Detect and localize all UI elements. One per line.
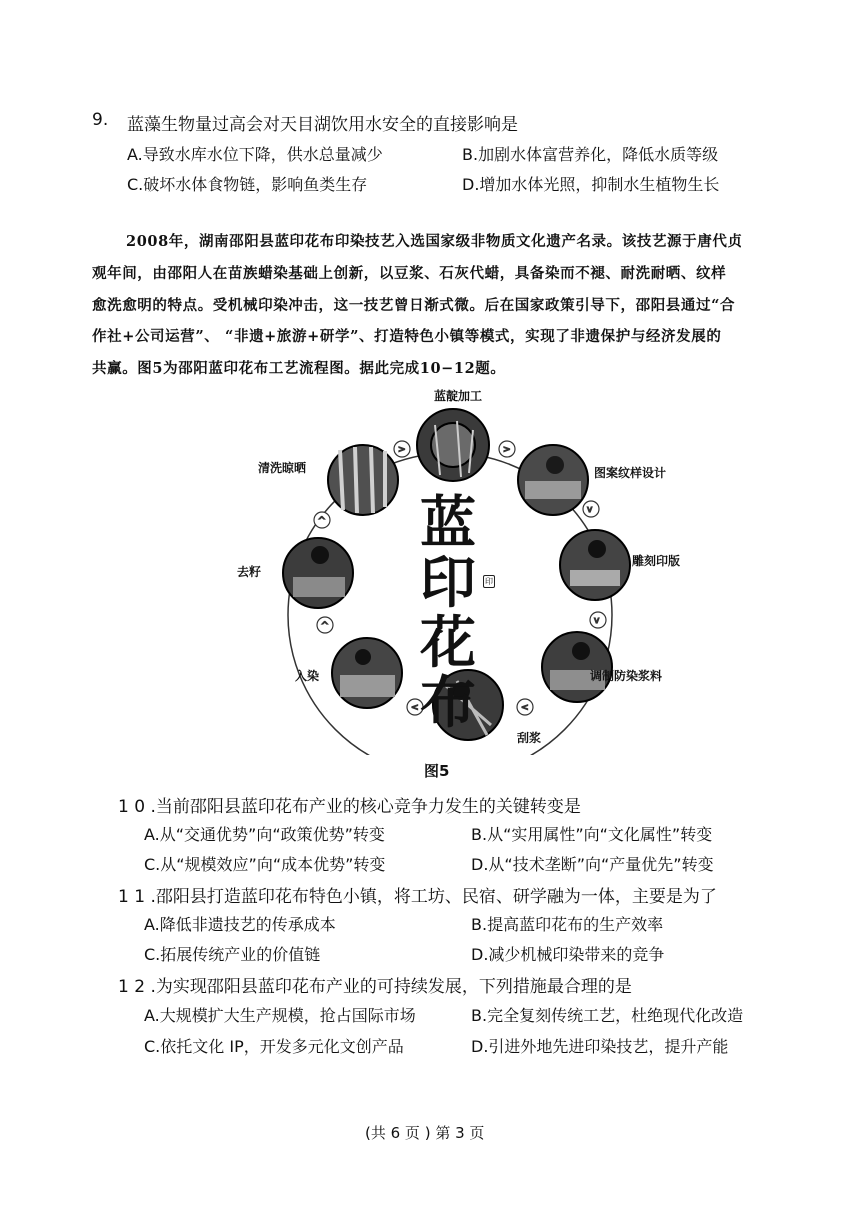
step-photo-icon	[518, 445, 588, 515]
title-char: 印	[420, 550, 476, 616]
step-photo-icon	[332, 638, 402, 708]
option-c: C.拓展传统产业的价值链	[144, 945, 321, 964]
option-b: B.加剧水体富营养化，降低水质等级	[462, 145, 719, 164]
question-stem: 1 1 .邵阳县打造蓝印花布特色小镇，将工坊、民宿、研学融为一体，主要是为了	[118, 887, 717, 907]
svg-text:<: <	[411, 703, 419, 713]
title-char: 蓝	[420, 490, 476, 556]
figure-center-title	[413, 490, 483, 736]
page-footer: (共 6 页 ) 第 3 页	[365, 1124, 485, 1142]
step-label: 刮浆	[517, 731, 542, 745]
option-a: A.从“交通优势”向“政策优势”转变	[144, 825, 385, 844]
option-a: A.降低非遗技艺的传承成本	[144, 915, 336, 934]
arrow-marker-icon	[590, 612, 606, 628]
step-photo-icon	[560, 530, 630, 600]
svg-text:>: >	[398, 445, 406, 455]
question-stem: 1 0 .当前邵阳县蓝印花布产业的核心竞争力发生的关键转变是	[118, 797, 581, 817]
passage-line: 作社+公司运营”、 “非遗+旅游+研学”、打造特色小镇等模式，实现了非遗保护与经济发展的	[92, 328, 722, 345]
option-c: C.破坏水体食物链，影响鱼类生存	[127, 175, 368, 194]
svg-text:<: <	[521, 703, 529, 713]
question-stem: 蓝藻生物量过高会对天目湖饮用水安全的直接影响是	[127, 115, 518, 135]
svg-text:v: v	[587, 505, 593, 515]
step-label: 去籽	[237, 565, 262, 579]
arrow-marker-icon	[499, 441, 515, 457]
step-photo-icon	[283, 538, 353, 608]
svg-text:^: ^	[321, 621, 329, 631]
step-label: 调制防染浆料	[590, 669, 663, 683]
step-label: 蓝靛加工	[434, 389, 483, 403]
arrow-marker-icon	[583, 501, 599, 517]
option-d: D.增加水体光照，抑制水生植物生长	[462, 175, 720, 194]
option-b: B.从“实用属性”向“文化属性”转变	[471, 825, 713, 844]
arrow-marker-icon	[517, 699, 533, 715]
option-d: D.从“技术垄断”向“产量优先”转变	[471, 855, 714, 874]
figure-caption: 图5	[424, 762, 450, 780]
title-char: 花	[420, 610, 476, 676]
option-a: A.导致水库水位下降，供水总量减少	[127, 145, 383, 164]
step-label: 雕刻印版	[632, 554, 681, 568]
svg-text:v: v	[594, 616, 600, 626]
svg-text:^: ^	[318, 516, 326, 526]
option-a: A.大规模扩大生产规模，抢占国际市场	[144, 1006, 416, 1025]
passage-line: 2008年，湖南邵阳县蓝印花布印染技艺入选国家级非物质文化遗产名录。该技艺源于唐代贞	[126, 233, 743, 250]
option-d: D.减少机械印染带来的竞争	[471, 945, 665, 964]
option-b: B.完全复刻传统工艺，杜绝现代化改造	[471, 1006, 744, 1025]
seal-stamp-icon: 印	[485, 577, 493, 586]
question-number: 9.	[92, 110, 109, 130]
passage-line: 观年间，由邵阳人在苗族蜡染基础上创新，以豆浆、石灰代蜡，具备染而不褪、耐洗耐晒、纹样	[92, 265, 727, 282]
step-photo-icon	[417, 409, 489, 481]
arrow-marker-icon	[394, 441, 410, 457]
passage-line: 共赢。图5为邵阳蓝印花布工艺流程图。据此完成10−12题。	[92, 360, 506, 377]
step-label: 入染	[295, 669, 320, 683]
passage-line: 愈洗愈明的特点。受机械印染冲击，这一技艺曾日渐式微。后在国家政策引导下，邵阳县通过“合	[92, 297, 736, 314]
option-b: B.提高蓝印花布的生产效率	[471, 915, 664, 934]
step-label: 图案纹样设计	[594, 466, 667, 480]
arrow-marker-icon	[314, 512, 330, 528]
option-d: D.引进外地先进印染技艺，提升产能	[471, 1037, 729, 1056]
svg-text:>: >	[503, 445, 511, 455]
process-flow-figure	[225, 385, 681, 755]
question-stem: 1 2 .为实现邵阳县蓝印花布产业的可持续发展，下列措施最合理的是	[118, 977, 632, 997]
step-label: 清洗晾晒	[258, 461, 307, 475]
title-char: 布	[420, 670, 476, 736]
option-c: C.从“规模效应”向“成本优势”转变	[144, 855, 386, 874]
step-photo-icon	[328, 445, 398, 515]
arrow-marker-icon	[317, 617, 333, 633]
option-c: C.依托文化 IP，开发多元化文创产品	[144, 1037, 404, 1056]
